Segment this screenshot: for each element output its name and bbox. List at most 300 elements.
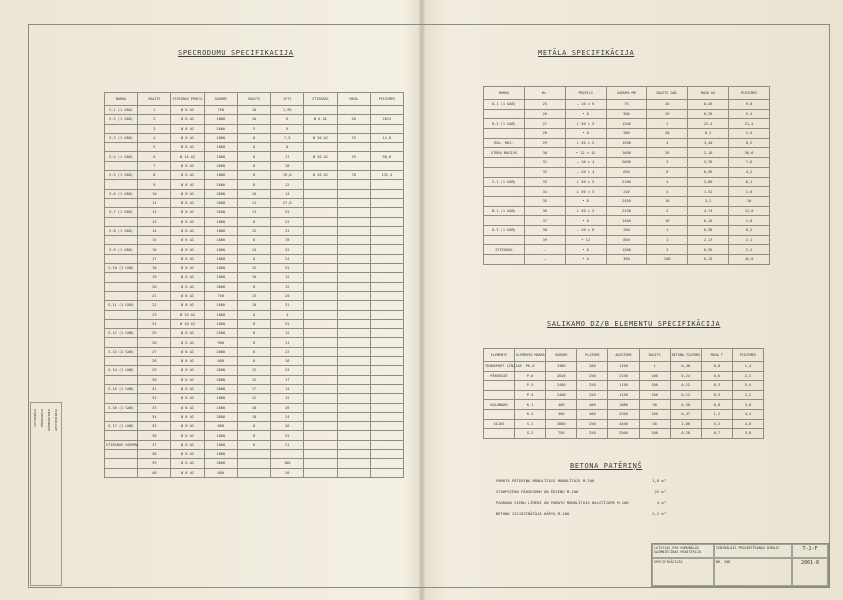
- table-cell: [370, 319, 403, 328]
- table-cell: 2130: [606, 206, 647, 216]
- table-cell: 350: [606, 255, 647, 265]
- table-cell: [370, 468, 403, 477]
- table-cell: 29: [138, 366, 171, 375]
- table-cell: [337, 384, 370, 393]
- table-cell: [370, 189, 403, 198]
- table-row: [105, 357, 404, 366]
- table-cell: 1880: [608, 400, 639, 410]
- table-cell: 100: [639, 429, 670, 439]
- table-cell: 11: [271, 338, 304, 347]
- table-cell: 2800: [204, 459, 237, 468]
- column-header: PIEZIMES: [732, 349, 763, 362]
- concrete-row: [496, 489, 666, 494]
- table-row: [484, 129, 770, 139]
- table-cell: 1: [647, 235, 688, 245]
- table-cell: 1800: [204, 180, 237, 189]
- left-table-title: SPECRODUMU SPECIFIKACIJA: [178, 49, 294, 57]
- table-cell: 10: [237, 115, 270, 124]
- table-cell: [105, 338, 138, 347]
- table-cell: 96,8: [370, 152, 403, 161]
- table-cell: [337, 366, 370, 375]
- table-cell: 38: [138, 449, 171, 458]
- table-cell: [370, 301, 403, 310]
- table-cell: [304, 124, 337, 133]
- table-cell: Ø 8 AI: [171, 208, 204, 217]
- table-cell: 13: [138, 217, 171, 226]
- table-cell: 17: [237, 384, 270, 393]
- table-cell: 75: [606, 100, 647, 110]
- table-cell: [304, 106, 337, 115]
- table-cell: 2,2: [732, 390, 763, 400]
- table-cell: Ø 20 AI: [304, 133, 337, 142]
- table-cell: 18: [271, 357, 304, 366]
- prefab-table-title: SALIKAMO DZ/B ELEMENTU SPECIFIKĀCIJA: [547, 320, 721, 328]
- table-cell: S-2 (1 GAB): [105, 115, 138, 124]
- table-cell: Ø 10 AI: [171, 310, 204, 319]
- table-cell: 2500: [608, 429, 639, 439]
- table-cell: [304, 403, 337, 412]
- table-cell: [105, 412, 138, 421]
- table-cell: • 8: [565, 129, 606, 139]
- table-cell: [337, 440, 370, 449]
- table-row: [105, 115, 404, 124]
- table-cell: 8: [237, 171, 270, 180]
- table-cell: S-7 (1 GAB): [105, 208, 138, 217]
- table-cell: [370, 459, 403, 468]
- table-cell: 0,3: [701, 381, 732, 391]
- table-cell: 10: [138, 189, 171, 198]
- table-cell: [337, 291, 370, 300]
- table-cell: [337, 329, 370, 338]
- table-cell: 8: [138, 171, 171, 180]
- table-cell: 2800: [204, 384, 237, 393]
- table-cell: 6,8: [729, 100, 770, 110]
- table-cell: 6: [138, 152, 171, 161]
- table-cell: 8: [237, 236, 270, 245]
- table-cell: 0,36: [688, 245, 729, 255]
- table-cell: 24: [138, 319, 171, 328]
- table-cell: 2,10: [688, 148, 729, 158]
- side-label: IZSTRĀDĀJA: [33, 409, 37, 428]
- concrete-label: PAGRABA SIENU LĪMENI UN PAMATU MONOLĪTAIS BALSTĪJUMS M-100: [496, 500, 629, 505]
- table-cell: L 50 × 5: [565, 206, 606, 216]
- table-cell: 40: [639, 419, 670, 429]
- table-cell: 8: [237, 431, 270, 440]
- concrete-row: [496, 478, 666, 483]
- table-row: [105, 449, 404, 458]
- table-cell: S-12 (1 GAB): [105, 329, 138, 338]
- table-row: [484, 390, 764, 400]
- column-header: SKAITS: [237, 93, 270, 106]
- table-row: [484, 235, 770, 245]
- table-cell: [337, 245, 370, 254]
- table-cell: 3,2: [688, 196, 729, 206]
- table-cell: [337, 124, 370, 133]
- column-header: AUGSTUMS: [608, 349, 639, 362]
- table-cell: 1,6: [729, 187, 770, 197]
- table-cell: 3,0: [732, 400, 763, 410]
- table-cell: [337, 198, 370, 207]
- table-cell: Ø 6 AI: [171, 431, 204, 440]
- table-cell: 1,6: [729, 216, 770, 226]
- table-row: [105, 180, 404, 189]
- table-cell: 22,4: [688, 119, 729, 129]
- table-cell: • 6: [565, 255, 606, 265]
- table-cell: [304, 273, 337, 282]
- column-header: ELEMENTS: [484, 349, 515, 362]
- table-cell: S-3 (1 GAB): [105, 133, 138, 142]
- table-cell: 3,40: [688, 138, 729, 148]
- table-cell: S-14 (1 GAB): [105, 366, 138, 375]
- table-cell: 32: [138, 394, 171, 403]
- table-cell: [337, 319, 370, 328]
- table-row: [105, 440, 404, 449]
- table-cell: 28: [647, 129, 688, 139]
- table-cell: [304, 310, 337, 319]
- table-cell: [370, 440, 403, 449]
- metal-table: [483, 86, 770, 265]
- concrete-label: PAMATA PĀTERIŅA MONOLĪTAIS MONOLĪTAIS M-200: [496, 478, 595, 483]
- table-row: [105, 143, 404, 152]
- table-cell: 0,16: [688, 216, 729, 226]
- table-cell: 800: [204, 422, 237, 431]
- table-cell: KOL. MAS.: [484, 138, 525, 148]
- table-cell: 132,4: [370, 171, 403, 180]
- table-cell: [370, 384, 403, 393]
- table-cell: 1,4: [732, 362, 763, 372]
- table-row: [105, 394, 404, 403]
- column-header: PIEZIMES: [370, 93, 403, 106]
- table-cell: 0,8: [701, 362, 732, 372]
- table-cell: [337, 106, 370, 115]
- table-row: [484, 138, 770, 148]
- table-cell: [484, 187, 525, 197]
- table-cell: 9: [138, 180, 171, 189]
- table-cell: 10: [237, 273, 270, 282]
- table-cell: K-1: [515, 400, 546, 410]
- table-cell: [337, 217, 370, 226]
- table-cell: [370, 412, 403, 421]
- table-cell: [370, 310, 403, 319]
- table-cell: 11: [237, 198, 270, 207]
- table-cell: 24: [271, 366, 304, 375]
- column-header: PLATUMS: [577, 349, 608, 362]
- table-cell: 21,2: [729, 119, 770, 129]
- table-cell: 8: [237, 152, 270, 161]
- table-cell: [304, 264, 337, 273]
- table-cell: 36: [524, 206, 565, 216]
- table-cell: 1500: [606, 138, 647, 148]
- table-cell: Ø 8 AI: [171, 115, 204, 124]
- table-cell: 750: [204, 106, 237, 115]
- table-cell: [304, 291, 337, 300]
- column-header: PROFILS: [565, 87, 606, 100]
- table-cell: [304, 282, 337, 291]
- table-cell: Ø 8 AI: [171, 245, 204, 254]
- table-cell: 0,36: [688, 167, 729, 177]
- table-cell: KOLONNAS: [484, 400, 515, 410]
- table-row: [484, 362, 764, 372]
- table-cell: B-1 (1 GAB): [484, 206, 525, 216]
- table-cell: 8: [237, 357, 270, 366]
- table-cell: Ø 6 AI: [171, 171, 204, 180]
- table-cell: 8,1: [729, 177, 770, 187]
- table-cell: 8: [237, 347, 270, 356]
- table-cell: Ø 6 AI: [171, 106, 204, 115]
- table-cell: 33: [138, 403, 171, 412]
- table-cell: [370, 180, 403, 189]
- table-cell: 56,6: [729, 148, 770, 158]
- table-cell: 6: [237, 440, 270, 449]
- table-cell: [337, 161, 370, 170]
- table-cell: 1800: [204, 449, 237, 458]
- table-cell: 18: [237, 412, 270, 421]
- table-row: [105, 171, 404, 180]
- table-cell: S-13 (2 GAB): [105, 347, 138, 356]
- table-cell: [304, 245, 337, 254]
- table-cell: [304, 161, 337, 170]
- table-cell: P-4: [515, 390, 546, 400]
- table-cell: 200: [577, 362, 608, 372]
- table-cell: 30: [639, 400, 670, 410]
- table-cell: [484, 381, 515, 391]
- table-cell: 4: [138, 133, 171, 142]
- column-header: MARKA: [484, 87, 525, 100]
- table-cell: 180: [271, 459, 304, 468]
- table-cell: [304, 422, 337, 431]
- table-cell: 2000: [606, 158, 647, 168]
- table-cell: 5: [271, 124, 304, 133]
- table-row: [484, 167, 770, 177]
- table-cell: 200: [606, 225, 647, 235]
- table-cell: 0,3: [701, 390, 732, 400]
- table-cell: [370, 245, 403, 254]
- table-cell: [105, 282, 138, 291]
- column-header: BETONA TILPUMS: [670, 349, 701, 362]
- table-cell: 32: [524, 167, 565, 177]
- table-cell: 26: [138, 338, 171, 347]
- table-cell: 2150: [608, 371, 639, 381]
- table-cell: 12: [271, 180, 304, 189]
- table-cell: [337, 403, 370, 412]
- table-cell: TRANSPORT LĪNIJAS: [484, 362, 515, 372]
- table-cell: 0,2: [729, 225, 770, 235]
- table-cell: 5,2: [701, 419, 732, 429]
- table-cell: 2,2: [729, 245, 770, 255]
- table-row: [105, 403, 404, 412]
- table-cell: [370, 124, 403, 133]
- table-cell: 10: [729, 196, 770, 206]
- table-row: [105, 301, 404, 310]
- table-cell: 1000: [606, 148, 647, 158]
- table-row: [484, 409, 764, 419]
- table-cell: [370, 226, 403, 235]
- table-cell: STIEGRAS: [484, 245, 525, 255]
- concrete-label: BETONA IZLĪDZINĀTĀJA KĀRTA M-100: [496, 511, 570, 516]
- table-cell: 2: [647, 206, 688, 216]
- table-cell: 1800: [204, 245, 237, 254]
- table-cell: 17: [138, 254, 171, 263]
- table-cell: Ø 14 AI: [171, 152, 204, 161]
- table-cell: [337, 273, 370, 282]
- table-cell: 22: [271, 264, 304, 273]
- table-cell: 4,4: [732, 409, 763, 419]
- table-cell: 2: [647, 158, 688, 168]
- side-label: PĀRBAUDĪJA: [40, 409, 44, 428]
- table-row: [105, 161, 404, 170]
- table-cell: 28: [524, 129, 565, 139]
- table-cell: [370, 357, 403, 366]
- table-cell: [304, 440, 337, 449]
- column-header: MARKA: [105, 93, 138, 106]
- table-cell: [304, 189, 337, 198]
- title-block: [651, 543, 829, 587]
- table-cell: PĀRSEDZE: [484, 371, 515, 381]
- table-cell: Ø 6 AI: [171, 161, 204, 170]
- table-cell: [370, 208, 403, 217]
- table-cell: L 50 × 5: [565, 177, 606, 187]
- table-cell: [304, 217, 337, 226]
- table-cell: 22: [271, 208, 304, 217]
- table-cell: 8: [237, 329, 270, 338]
- revision-strip: [30, 402, 62, 586]
- table-cell: 2800: [204, 412, 237, 421]
- table-cell: 4400: [608, 419, 639, 429]
- table-cell: 2: [138, 115, 171, 124]
- table-cell: [337, 422, 370, 431]
- table-cell: K-2: [515, 409, 546, 419]
- table-row: [484, 119, 770, 129]
- table-cell: — 10 × 6: [565, 100, 606, 110]
- table-cell: [484, 409, 515, 419]
- table-row: [105, 291, 404, 300]
- table-cell: 1800: [204, 152, 237, 161]
- table-cell: 2400: [546, 381, 577, 391]
- table-cell: 210: [606, 187, 647, 197]
- table-cell: 12: [138, 208, 171, 217]
- table-cell: STŪRU MASIVS: [484, 148, 525, 158]
- reinforcement-table: [104, 92, 404, 478]
- table-cell: 1800: [204, 236, 237, 245]
- column-header: CETI: [271, 93, 304, 106]
- table-cell: 18: [237, 106, 270, 115]
- table-cell: 3,8: [732, 429, 763, 439]
- table-cell: S-8 (1 GAB): [105, 226, 138, 235]
- table-cell: 400: [546, 409, 577, 419]
- table-cell: [337, 254, 370, 263]
- table-cell: • 8: [565, 245, 606, 255]
- table-cell: [105, 357, 138, 366]
- table-cell: [370, 264, 403, 273]
- table-cell: 12: [237, 375, 270, 384]
- table-row: [484, 225, 770, 235]
- table-row: [105, 375, 404, 384]
- table-cell: 1: [138, 106, 171, 115]
- table-cell: 2,06: [670, 419, 701, 429]
- table-cell: [304, 347, 337, 356]
- table-cell: Ø 8 AI: [171, 329, 204, 338]
- table-cell: Ø 6 AI: [171, 282, 204, 291]
- table-cell: 30: [138, 375, 171, 384]
- table-cell: Ø 6 AI: [171, 375, 204, 384]
- table-cell: 1800: [204, 115, 237, 124]
- table-cell: 27,8: [271, 198, 304, 207]
- table-cell: 20: [337, 115, 370, 124]
- table-cell: S-1: [515, 419, 546, 429]
- table-cell: 2600: [204, 208, 237, 217]
- table-cell: 0,47: [670, 409, 701, 419]
- table-row: [105, 106, 404, 115]
- table-cell: [370, 394, 403, 403]
- table-cell: 2800: [204, 198, 237, 207]
- table-row: [105, 282, 404, 291]
- table-cell: 1,52: [688, 187, 729, 197]
- table-row: [105, 384, 404, 393]
- table-cell: [337, 282, 370, 291]
- table-cell: 1800: [204, 264, 237, 273]
- table-cell: S-10 (1 GAB): [105, 264, 138, 273]
- table-row: [105, 412, 404, 421]
- table-cell: S-6 (1 GAB): [105, 189, 138, 198]
- table-cell: 78: [271, 236, 304, 245]
- table-cell: 1,95: [271, 106, 304, 115]
- table-cell: 26: [647, 148, 688, 158]
- stamp-lapa: NR. 208: [714, 558, 792, 586]
- table-cell: [304, 180, 337, 189]
- table-cell: [337, 310, 370, 319]
- table-cell: 2500: [204, 329, 237, 338]
- table-cell: 2620: [546, 371, 577, 381]
- table-cell: 28: [138, 357, 171, 366]
- table-cell: P-6: [515, 371, 546, 381]
- table-cell: [237, 449, 270, 458]
- table-cell: [484, 390, 515, 400]
- table-cell: 22: [271, 431, 304, 440]
- table-cell: 12,0: [729, 206, 770, 216]
- table-cell: [370, 143, 403, 152]
- table-row: [105, 310, 404, 319]
- table-cell: 20: [271, 291, 304, 300]
- table-cell: [370, 273, 403, 282]
- table-cell: 19: [138, 273, 171, 282]
- table-cell: L 50 × 5: [565, 138, 606, 148]
- table-cell: 850: [606, 235, 647, 245]
- table-cell: 18: [138, 264, 171, 273]
- table-cell: 0,2: [688, 129, 729, 139]
- table-cell: 1200: [606, 245, 647, 255]
- table-cell: 31: [138, 384, 171, 393]
- table-cell: 200: [647, 255, 688, 265]
- table-cell: 15: [138, 236, 171, 245]
- table-cell: [304, 412, 337, 421]
- table-row: [105, 422, 404, 431]
- side-label: APSTIPRINĀJA: [54, 409, 58, 431]
- table-cell: [337, 375, 370, 384]
- table-cell: 3800: [546, 419, 577, 429]
- table-cell: Ø 6 AI: [171, 412, 204, 421]
- table-cell: 4,8: [732, 419, 763, 429]
- column-header: PIEZIMES: [729, 87, 770, 100]
- table-cell: 12: [237, 264, 270, 273]
- table-row: [105, 338, 404, 347]
- table-cell: 8,2: [729, 138, 770, 148]
- table-cell: 2800: [204, 366, 237, 375]
- table-row: [484, 177, 770, 187]
- table-row: [484, 206, 770, 216]
- table-row: [105, 319, 404, 328]
- stamp-org: LATVIJAS PSR KOMUNĀLĀS SAIMNIECĪBAS MINISTRIJA: [652, 544, 714, 558]
- table-cell: 20: [138, 282, 171, 291]
